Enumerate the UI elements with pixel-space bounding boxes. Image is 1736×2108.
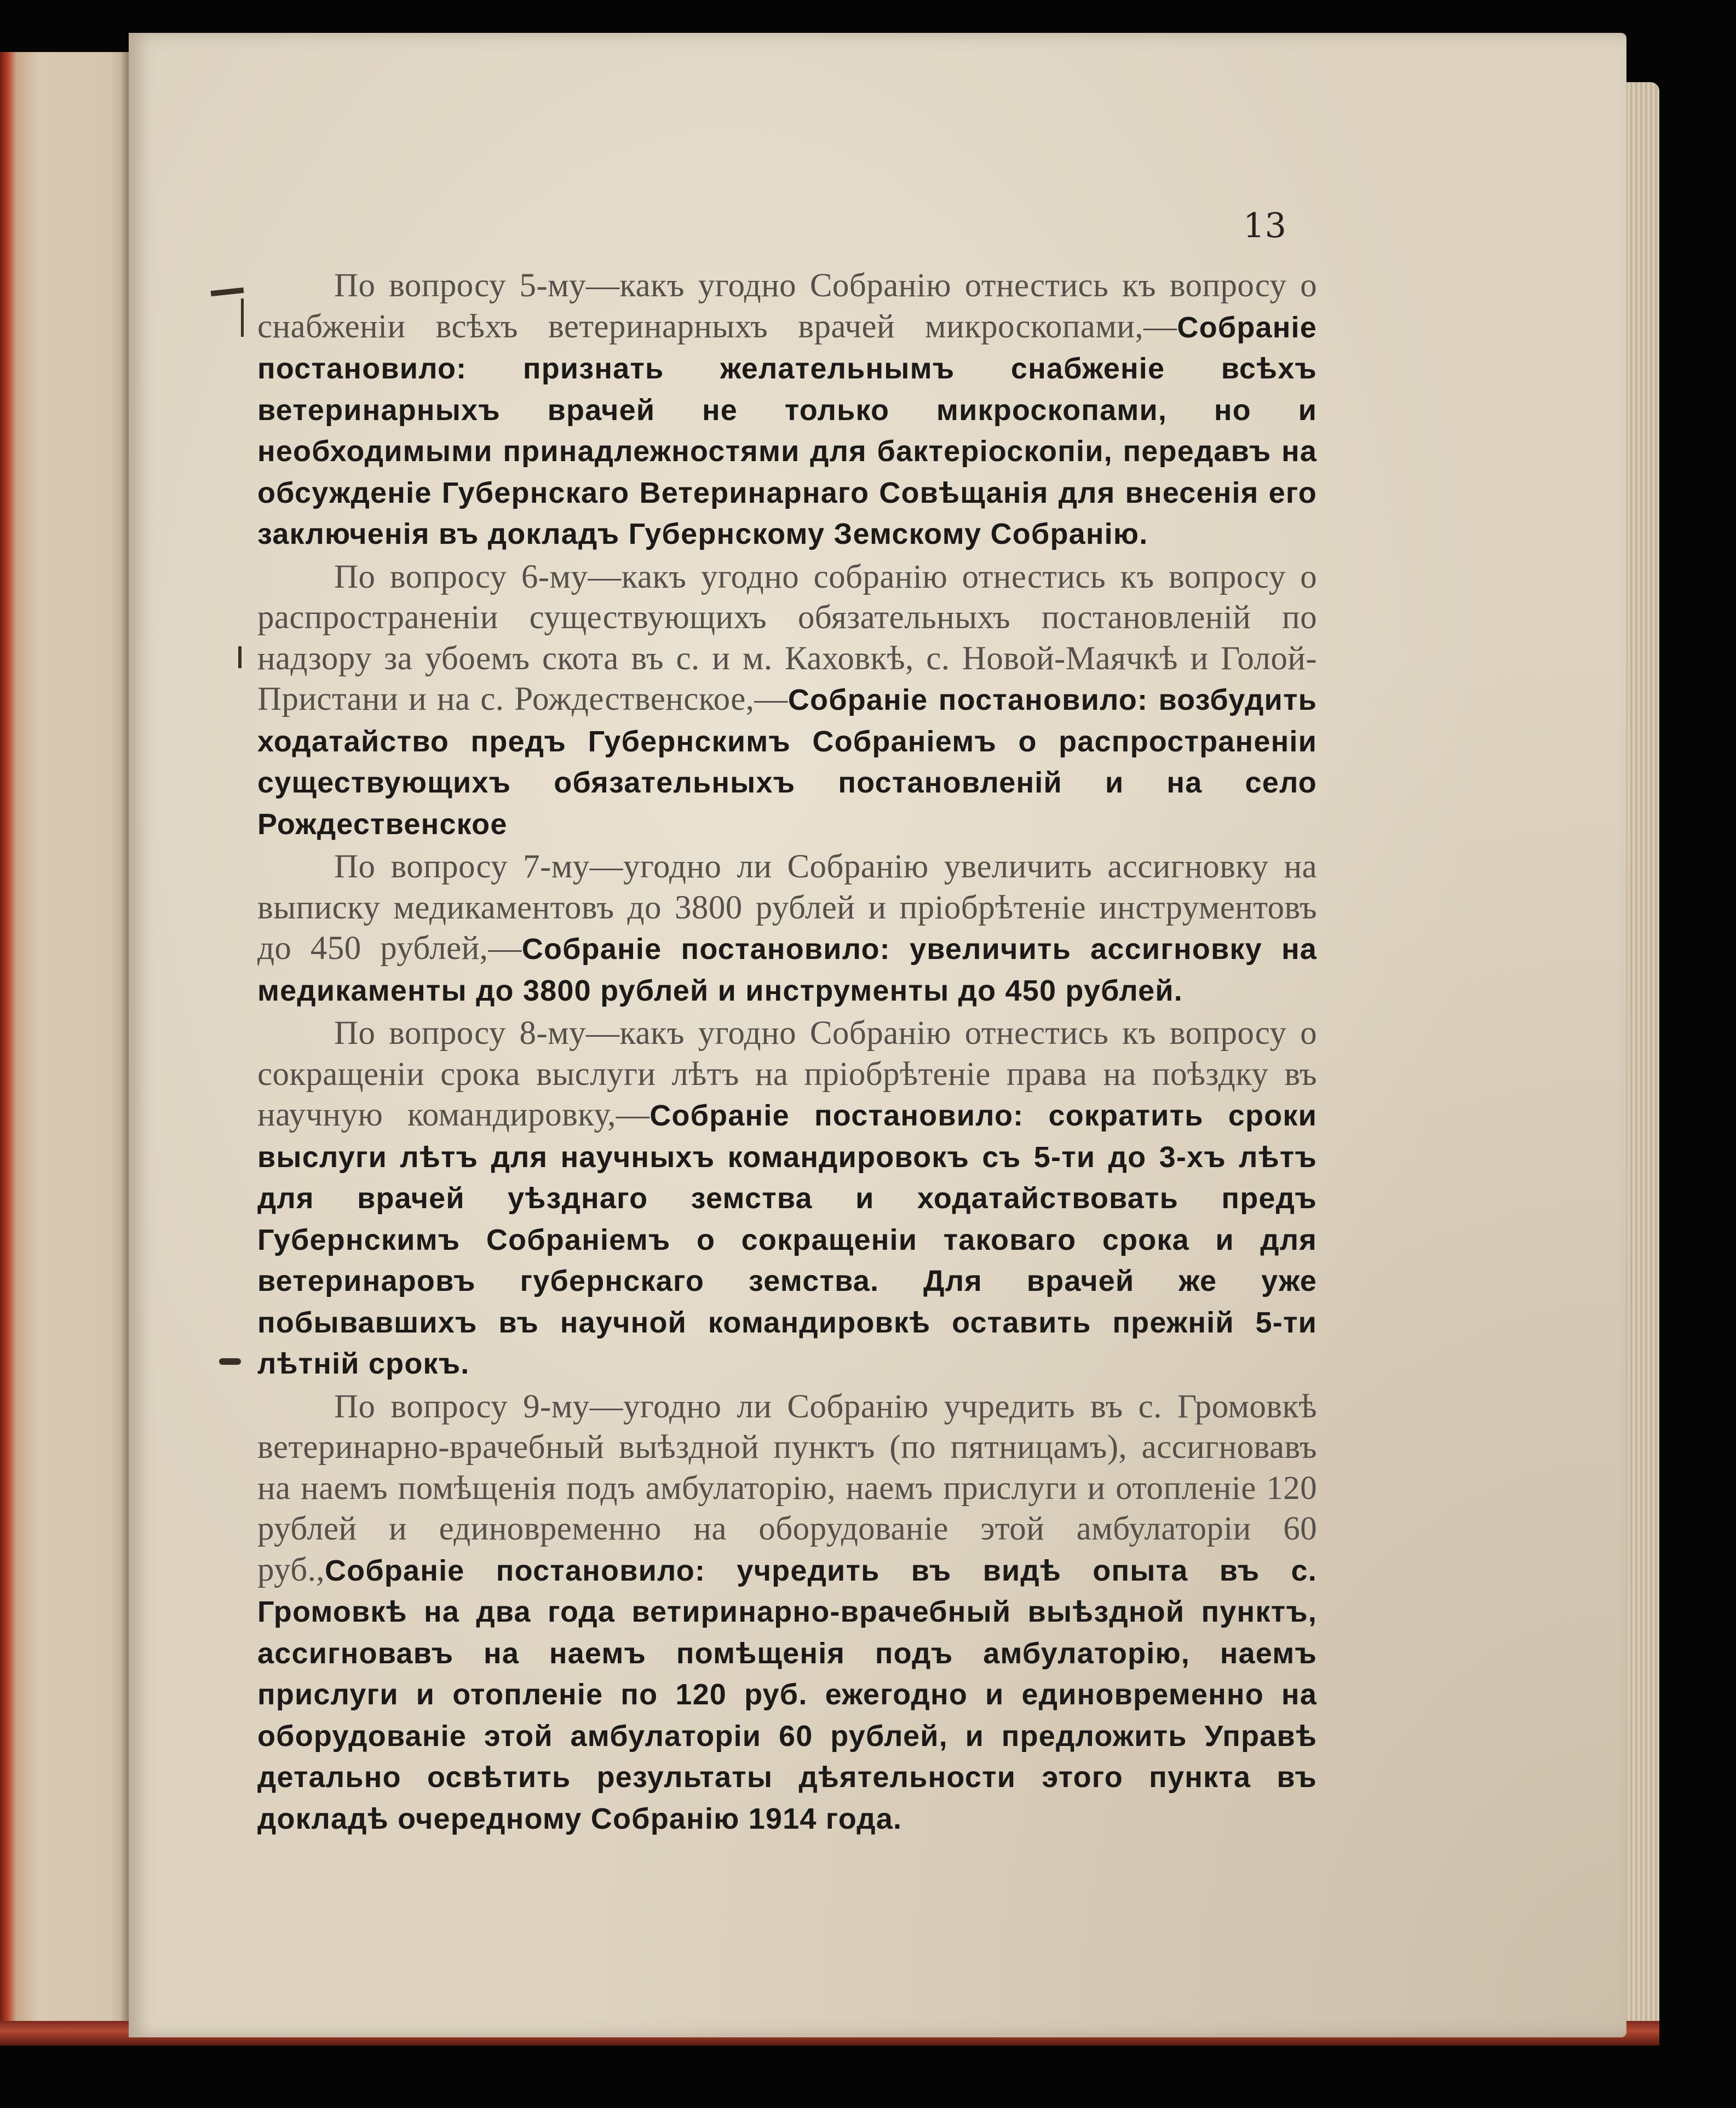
paragraph-question-9 (257, 1387, 1317, 1840)
margin-mark (241, 298, 244, 337)
margin-mark (211, 288, 244, 296)
decision-text: Собраніе постановило: увеличить ассигновку на медикаменты до 3800 рублей и инструменты до 450 рублей. (257, 933, 1318, 1007)
question-text: По вопросу 9-му—угодно ли Собранію учредить въ с. Громовкѣ ветеринарно-врачебный выѣздной пунктъ (по пятницамъ), ассигновавъ на наемъ помѣщенія подъ амбулаторію, наемъ прислуги и отопленіе 120 рублей и единовременно на оборудованіе этой амбулаторіи 60 руб., (257, 1388, 1317, 1588)
question-text: По вопросу 8-му—какъ угодно Собранію отнестись къ вопросу о сокращеніи срока выслуги лѣтъ на пріобрѣтеніе права на поѣздку въ научную командировку,— (257, 1015, 1317, 1133)
decision-text: Собраніе постановило: учредить въ видѣ опыта въ с. Громовкѣ на два года ветиринарно-врачебный выѣздной пунктъ, ассигновавъ на наемъ помѣщенія подъ амбулаторію, наемъ прислуги и отопленіе по 120 руб. ежегодно и единовременно на оборудованіе этой амбулаторіи 60 рублей, и предложить Управѣ детально освѣтить результаты дѣятельности этого пункта въ докладѣ очередному Собранію 1914 года. (257, 1554, 1317, 1835)
decision-text: Собраніе постановило: признать желательнымъ снабженіе всѣхъ ветеринарныхъ врачей не только микроскопами, но и необходимыми принадлежностями для бактеріоскопіи, передавъ на обсужденіе Губернскаго Ветеринарнаго Совѣщанія для внесенія его заключенія въ докладъ Губернскому Земскому Собранію. (257, 311, 1317, 550)
paragraph-question-7 (257, 847, 1317, 1011)
page-body-text (257, 266, 1317, 1841)
page-number: 13 (1243, 205, 1286, 245)
question-text: По вопросу 6-му—какъ угодно собранію отнестись къ вопросу о распространеніи существующихъ обязательныхъ постановленій по надзору за убоемъ скота въ с. и м. Каховкѣ, с. Новой-Маячкѣ и Голой-Пристани и на с. Рождественское,— (257, 558, 1317, 717)
paragraph-question-8 (257, 1013, 1317, 1385)
paragraph-question-6 (257, 557, 1317, 845)
question-text: По вопросу 7-му—угодно ли Собранію увеличить ассигновку на выписку медикаментовъ до 3800 рублей и пріобрѣтеніе инструментовъ до 450 рублей,— (257, 848, 1317, 967)
margin-mark (219, 1358, 241, 1365)
question-text: По вопросу 5-му—какъ угодно Собранію отнестись къ вопросу о снабженіи всѣхъ ветеринарныхъ врачей микроскопами,— (257, 267, 1317, 345)
decision-text: Собраніе постановило: сократить сроки выслуги лѣтъ для научныхъ командировокъ съ 5-ти до 3-хъ лѣтъ для врачей уѣзднаго земства и ходатайствовать предъ Губернскимъ Собраніемъ о сокращеніи таковаго срока и для ветеринаровъ губернскаго земства. Для врачей же уже побывавшихъ въ научной командировкѣ оставить прежній 5-ти лѣтній срокъ. (257, 1099, 1317, 1380)
paragraph-question-5 (257, 266, 1317, 555)
decision-text: Собраніе постановило: возбудить ходатайство предъ Губернскимъ Собраніемъ о распространеніи существующихъ обязательныхъ постановленій и на село Рождественское (257, 683, 1317, 841)
left-page-edge (0, 52, 131, 2040)
margin-mark (238, 646, 242, 668)
